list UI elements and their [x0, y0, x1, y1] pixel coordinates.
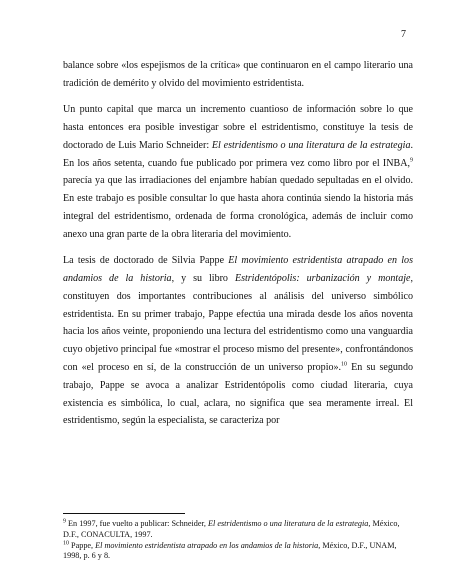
body-text — [63, 57, 413, 430]
italic-title: El estridentismo o una literatura de la estrategia — [211, 139, 411, 151]
text-run: Pappe, — [69, 540, 96, 550]
footnotes — [63, 519, 413, 562]
italic-title: El estridentismo o una literatura de la estrategia — [208, 519, 369, 528]
text-run: En 1997, fue vuelto a publicar: Schneider, — [66, 519, 209, 528]
text-run: Un punto capital que marca un incremento cuantioso de información sobre lo que hasta entonces era posible investigar sobre el estridentismo, constituye la tesis de doctorado de Luis Mario Schneider: — [63, 104, 413, 151]
paragraph — [63, 57, 413, 93]
text-run: parecía ya que las irradiaciones del enjambre habían quedado sepultadas en el olvido. En este trabajo es posible consultar lo que hasta ahora continúa siendo la historia más integral del estridentismo, ordenada de forma cronológica, además de incluir como anexo una gran parte de la obra literaria del movimiento. — [63, 175, 413, 240]
italic-title: Estridentópolis: urbanización y montaje — [234, 272, 411, 284]
footnote-marker: 10 — [341, 361, 348, 368]
footnote-separator — [63, 513, 185, 514]
page-number: 7 — [401, 29, 406, 40]
text-run: , y su libro — [171, 272, 235, 284]
footnote-marker: 9 — [63, 518, 66, 525]
text-run: La tesis de doctorado de Silvia Pappe — [63, 255, 229, 267]
italic-title: El movimiento estridentista atrapado en los andamios de la historia — [95, 540, 319, 550]
footnote — [63, 519, 413, 541]
paragraph — [63, 252, 413, 430]
paragraph — [63, 101, 413, 243]
text-run: , constituyen dos importantes contribuciones al análisis del universo simbólico estridentista. En su primer trabajo, Pappe efectúa una mirada desde los años noventa hacia los años veinte, proponiendo una lectura del estridentismo como una vanguardia cuyo objetivo principal fue «mostrar el proceso mismo del presente», confrontándonos con «el proceso en sí, de la construcción de un universo propio». — [63, 272, 413, 373]
text-run: En su segundo trabajo, Pappe se avoca a analizar Estridentópolis como ciudad literaria, cuya existencia es simbólica, lo cual, aclara, no significa que sea meramente irreal. El estridentismo, según la especialista, se caracteriza por — [63, 361, 413, 427]
text-run: balance sobre «los espejismos de la crítica» que continuaron en el campo literario una tradición de demérito y olvido del movimiento estridentista. — [63, 60, 413, 89]
text-run: , México, D.F., UNAM, 1998, p. 6 y 8. — [63, 540, 397, 561]
footnote-marker: 10 — [63, 539, 69, 546]
text-run: , México, D.F., CONACULTA, 1997. — [63, 519, 400, 539]
footnote-marker: 9 — [410, 157, 413, 164]
text-run: . En los años setenta, cuando fue publicado por primera vez como libro por el INBA, — [63, 139, 413, 169]
footnote — [63, 541, 413, 563]
italic-title: El movimiento estridentista atrapado en los andamios de la historia — [63, 255, 413, 284]
